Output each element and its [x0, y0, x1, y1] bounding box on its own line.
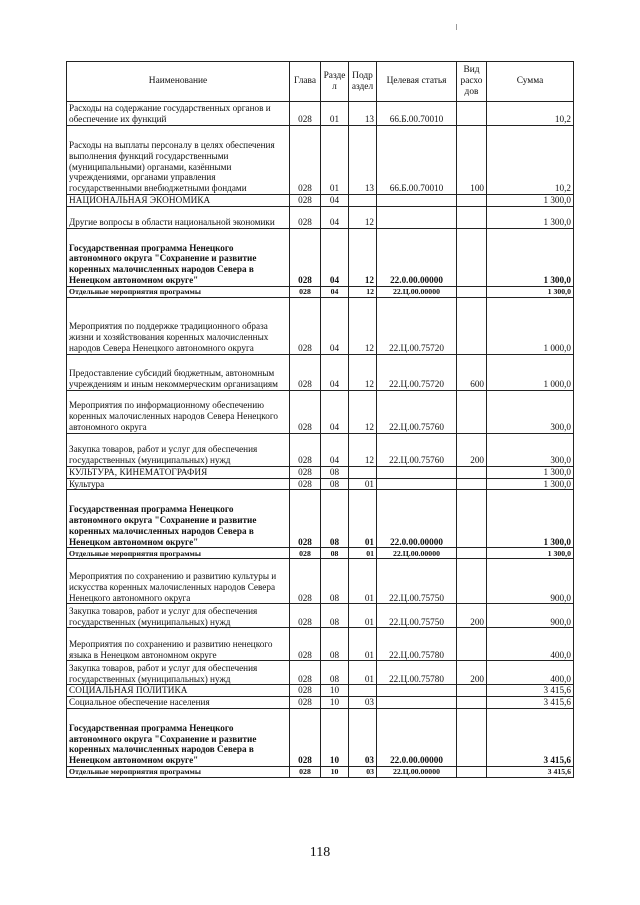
cell-target [377, 206, 457, 228]
header-chapter: Глава [290, 62, 321, 102]
cell-type [457, 228, 487, 286]
table-row [67, 478, 574, 490]
scan-mark [456, 24, 457, 30]
cell-section: 08 [321, 604, 349, 628]
cell-target [377, 685, 457, 697]
cell-target: 22.0.00.00000 [377, 228, 457, 286]
cell-subsection [349, 685, 377, 697]
cell-target: 22.Ц.00.75780 [377, 661, 457, 685]
cell-name: Мероприятия по сохранению и развитию ненецкого языка в Ненецком автономном округе [67, 628, 290, 661]
cell-subsection: 12 [349, 297, 377, 354]
cell-name: Расходы на содержание государственных органов и обеспечение их функций [67, 102, 290, 126]
cell-type [457, 297, 487, 354]
cell-type [457, 390, 487, 433]
cell-sum: 1 300,0 [487, 548, 574, 559]
table-row [67, 628, 574, 661]
cell-chapter: 028 [290, 548, 321, 559]
cell-type [457, 628, 487, 661]
table-row [67, 286, 574, 297]
cell-sum: 1 300,0 [487, 228, 574, 286]
cell-name: Государственная программа Ненецкого автономного округа "Сохранение и развитие коренных малочисленных народов Севера в Ненецком автономном округе" [67, 708, 290, 766]
cell-name: Отдельные мероприятия программы [67, 766, 290, 777]
cell-sum: 1 300,0 [487, 206, 574, 228]
cell-name: Другие вопросы в области национальной экономики [67, 206, 290, 228]
cell-name: Закупка товаров, работ и услуг для обеспечения государственных (муниципальных) нужд [67, 661, 290, 685]
cell-name: Мероприятия по поддержке традиционного образа жизни и хозяйствования коренных малочисленных народов Севера Ненецкого автономного округа [67, 297, 290, 354]
cell-sum: 1 300,0 [487, 478, 574, 490]
cell-chapter: 028 [290, 559, 321, 604]
cell-name: Мероприятия по сохранению и развитию культуры и искусства коренных малочисленных народов Севера Ненецкого автономного округа [67, 559, 290, 604]
cell-chapter: 028 [290, 604, 321, 628]
cell-type [457, 708, 487, 766]
cell-chapter: 028 [290, 228, 321, 286]
cell-subsection: 01 [349, 490, 377, 548]
cell-chapter: 028 [290, 766, 321, 777]
cell-name: Культура [67, 478, 290, 490]
cell-name: Государственная программа Ненецкого автономного округа "Сохранение и развитие коренных малочисленных народов Севера в Ненецком автономном округе" [67, 490, 290, 548]
cell-name: КУЛЬТУРА, КИНЕМАТОГРАФИЯ [67, 466, 290, 478]
header-subsection: Подр аздел [349, 62, 377, 102]
table-row [67, 102, 574, 126]
cell-target: 22.Ц.00.75780 [377, 628, 457, 661]
cell-section: 04 [321, 206, 349, 228]
cell-chapter: 028 [290, 297, 321, 354]
cell-sum: 900,0 [487, 604, 574, 628]
cell-target [377, 466, 457, 478]
cell-section: 10 [321, 685, 349, 697]
cell-chapter: 028 [290, 478, 321, 490]
cell-sum: 3 415,6 [487, 685, 574, 697]
cell-name: СОЦИАЛЬНАЯ ПОЛИТИКА [67, 685, 290, 697]
cell-name: Отдельные мероприятия программы [67, 286, 290, 297]
cell-name: Закупка товаров, работ и услуг для обеспечения государственных (муниципальных) нужд [67, 433, 290, 466]
cell-name: Расходы на выплаты персоналу в целях обеспечения выполнения функций государственными (муниципальными) органами, казёнными учреждениями, органами управления государственными внебюджетными фондами [67, 126, 290, 195]
cell-subsection: 01 [349, 604, 377, 628]
cell-section: 10 [321, 766, 349, 777]
cell-sum: 10,2 [487, 102, 574, 126]
table-row [67, 490, 574, 548]
cell-target [377, 195, 457, 207]
cell-chapter: 028 [290, 661, 321, 685]
table-header-row [67, 62, 574, 102]
cell-section: 04 [321, 228, 349, 286]
cell-chapter: 028 [290, 708, 321, 766]
cell-subsection: 01 [349, 628, 377, 661]
table-row [67, 661, 574, 685]
cell-sum: 900,0 [487, 559, 574, 604]
cell-type [457, 195, 487, 207]
cell-section: 08 [321, 478, 349, 490]
cell-subsection: 13 [349, 102, 377, 126]
cell-sum: 3 415,6 [487, 708, 574, 766]
cell-target: 22.Ц.00.00000 [377, 548, 457, 559]
cell-subsection: 12 [349, 433, 377, 466]
cell-chapter: 028 [290, 490, 321, 548]
cell-target: 22.Ц.00.75750 [377, 559, 457, 604]
cell-type: 600 [457, 354, 487, 390]
cell-target: 66.Б.00.70010 [377, 126, 457, 195]
cell-chapter: 028 [290, 206, 321, 228]
cell-section: 08 [321, 661, 349, 685]
cell-chapter: 028 [290, 390, 321, 433]
cell-sum: 1 300,0 [487, 490, 574, 548]
cell-section: 08 [321, 466, 349, 478]
cell-target: 22.Ц.00.75720 [377, 354, 457, 390]
cell-section: 08 [321, 490, 349, 548]
table-row [67, 604, 574, 628]
cell-chapter: 028 [290, 126, 321, 195]
cell-type [457, 685, 487, 697]
cell-section: 04 [321, 195, 349, 207]
cell-name: Отдельные мероприятия программы [67, 548, 290, 559]
cell-subsection: 03 [349, 766, 377, 777]
cell-target [377, 697, 457, 709]
cell-name: НАЦИОНАЛЬНАЯ ЭКОНОМИКА [67, 195, 290, 207]
cell-type [457, 559, 487, 604]
cell-type [457, 102, 487, 126]
cell-type [457, 478, 487, 490]
cell-name: Социальное обеспечение населения [67, 697, 290, 709]
page-number: 118 [309, 845, 331, 860]
cell-section: 04 [321, 297, 349, 354]
cell-sum: 3 415,6 [487, 766, 574, 777]
cell-name: Мероприятия по информационному обеспечению коренных малочисленных народов Севера Ненецкого автономного округа [67, 390, 290, 433]
table-row [67, 354, 574, 390]
cell-target: 22.0.00.00000 [377, 490, 457, 548]
cell-sum: 1 000,0 [487, 354, 574, 390]
table-row [67, 697, 574, 709]
table-row [67, 685, 574, 697]
cell-type: 200 [457, 604, 487, 628]
cell-target: 22.Ц.00.75760 [377, 390, 457, 433]
table-row [67, 228, 574, 286]
cell-target [377, 478, 457, 490]
cell-sum: 1 300,0 [487, 286, 574, 297]
table-row [67, 195, 574, 207]
cell-type [457, 206, 487, 228]
cell-chapter: 028 [290, 685, 321, 697]
cell-subsection: 01 [349, 548, 377, 559]
cell-target: 22.Ц.00.75750 [377, 604, 457, 628]
cell-subsection: 01 [349, 478, 377, 490]
cell-chapter: 028 [290, 697, 321, 709]
table-row [67, 390, 574, 433]
cell-section: 08 [321, 559, 349, 604]
table-row [67, 466, 574, 478]
cell-target: 22.0.00.00000 [377, 708, 457, 766]
cell-sum: 1 300,0 [487, 466, 574, 478]
cell-chapter: 028 [290, 354, 321, 390]
cell-subsection [349, 466, 377, 478]
table-body [67, 102, 574, 778]
cell-section: 01 [321, 102, 349, 126]
cell-section: 04 [321, 390, 349, 433]
cell-target: 22.Ц.00.75760 [377, 433, 457, 466]
cell-name: Государственная программа Ненецкого автономного округа "Сохранение и развитие коренных малочисленных народов Севера в Ненецком автономном округе" [67, 228, 290, 286]
cell-sum: 1 000,0 [487, 297, 574, 354]
cell-type: 200 [457, 661, 487, 685]
cell-type [457, 548, 487, 559]
cell-type [457, 766, 487, 777]
table-row [67, 433, 574, 466]
table-row [67, 126, 574, 195]
cell-section: 10 [321, 708, 349, 766]
cell-target: 66.Б.00.70010 [377, 102, 457, 126]
cell-sum: 400,0 [487, 661, 574, 685]
header-type: Вид расхо дов [457, 62, 487, 102]
cell-subsection [349, 195, 377, 207]
header-target: Целевая статья [377, 62, 457, 102]
cell-chapter: 028 [290, 466, 321, 478]
cell-target: 22.Ц.00.00000 [377, 766, 457, 777]
cell-sum: 300,0 [487, 390, 574, 433]
cell-section: 08 [321, 548, 349, 559]
cell-subsection: 12 [349, 390, 377, 433]
table-row [67, 297, 574, 354]
cell-subsection: 13 [349, 126, 377, 195]
cell-type [457, 490, 487, 548]
cell-chapter: 028 [290, 433, 321, 466]
header-name: Наименование [67, 62, 290, 102]
cell-section: 04 [321, 286, 349, 297]
table-row [67, 548, 574, 559]
cell-type [457, 466, 487, 478]
table-row [67, 708, 574, 766]
cell-type: 200 [457, 433, 487, 466]
cell-subsection: 12 [349, 228, 377, 286]
cell-subsection: 03 [349, 708, 377, 766]
cell-chapter: 028 [290, 286, 321, 297]
header-sum: Сумма [487, 62, 574, 102]
cell-chapter: 028 [290, 102, 321, 126]
cell-subsection: 12 [349, 286, 377, 297]
cell-target: 22.Ц.00.00000 [377, 286, 457, 297]
cell-subsection: 01 [349, 559, 377, 604]
cell-name: Закупка товаров, работ и услуг для обеспечения государственных (муниципальных) нужд [67, 604, 290, 628]
cell-sum: 3 415,6 [487, 697, 574, 709]
header-section: Разде л [321, 62, 349, 102]
table-row [67, 206, 574, 228]
cell-subsection: 12 [349, 354, 377, 390]
cell-section: 04 [321, 433, 349, 466]
cell-subsection: 03 [349, 697, 377, 709]
cell-section: 08 [321, 628, 349, 661]
cell-chapter: 028 [290, 195, 321, 207]
budget-table [66, 61, 574, 778]
cell-type [457, 697, 487, 709]
cell-section: 04 [321, 354, 349, 390]
cell-section: 10 [321, 697, 349, 709]
cell-sum: 1 300,0 [487, 195, 574, 207]
cell-subsection: 01 [349, 661, 377, 685]
cell-target: 22.Ц.00.75720 [377, 297, 457, 354]
cell-chapter: 028 [290, 628, 321, 661]
table-row [67, 559, 574, 604]
cell-sum: 400,0 [487, 628, 574, 661]
cell-type: 100 [457, 126, 487, 195]
cell-sum: 10,2 [487, 126, 574, 195]
cell-section: 01 [321, 126, 349, 195]
cell-name: Предоставление субсидий бюджетным, автономным учреждениям и иным некоммерческим организациям [67, 354, 290, 390]
table-row [67, 766, 574, 777]
cell-sum: 300,0 [487, 433, 574, 466]
cell-subsection: 12 [349, 206, 377, 228]
cell-type [457, 286, 487, 297]
